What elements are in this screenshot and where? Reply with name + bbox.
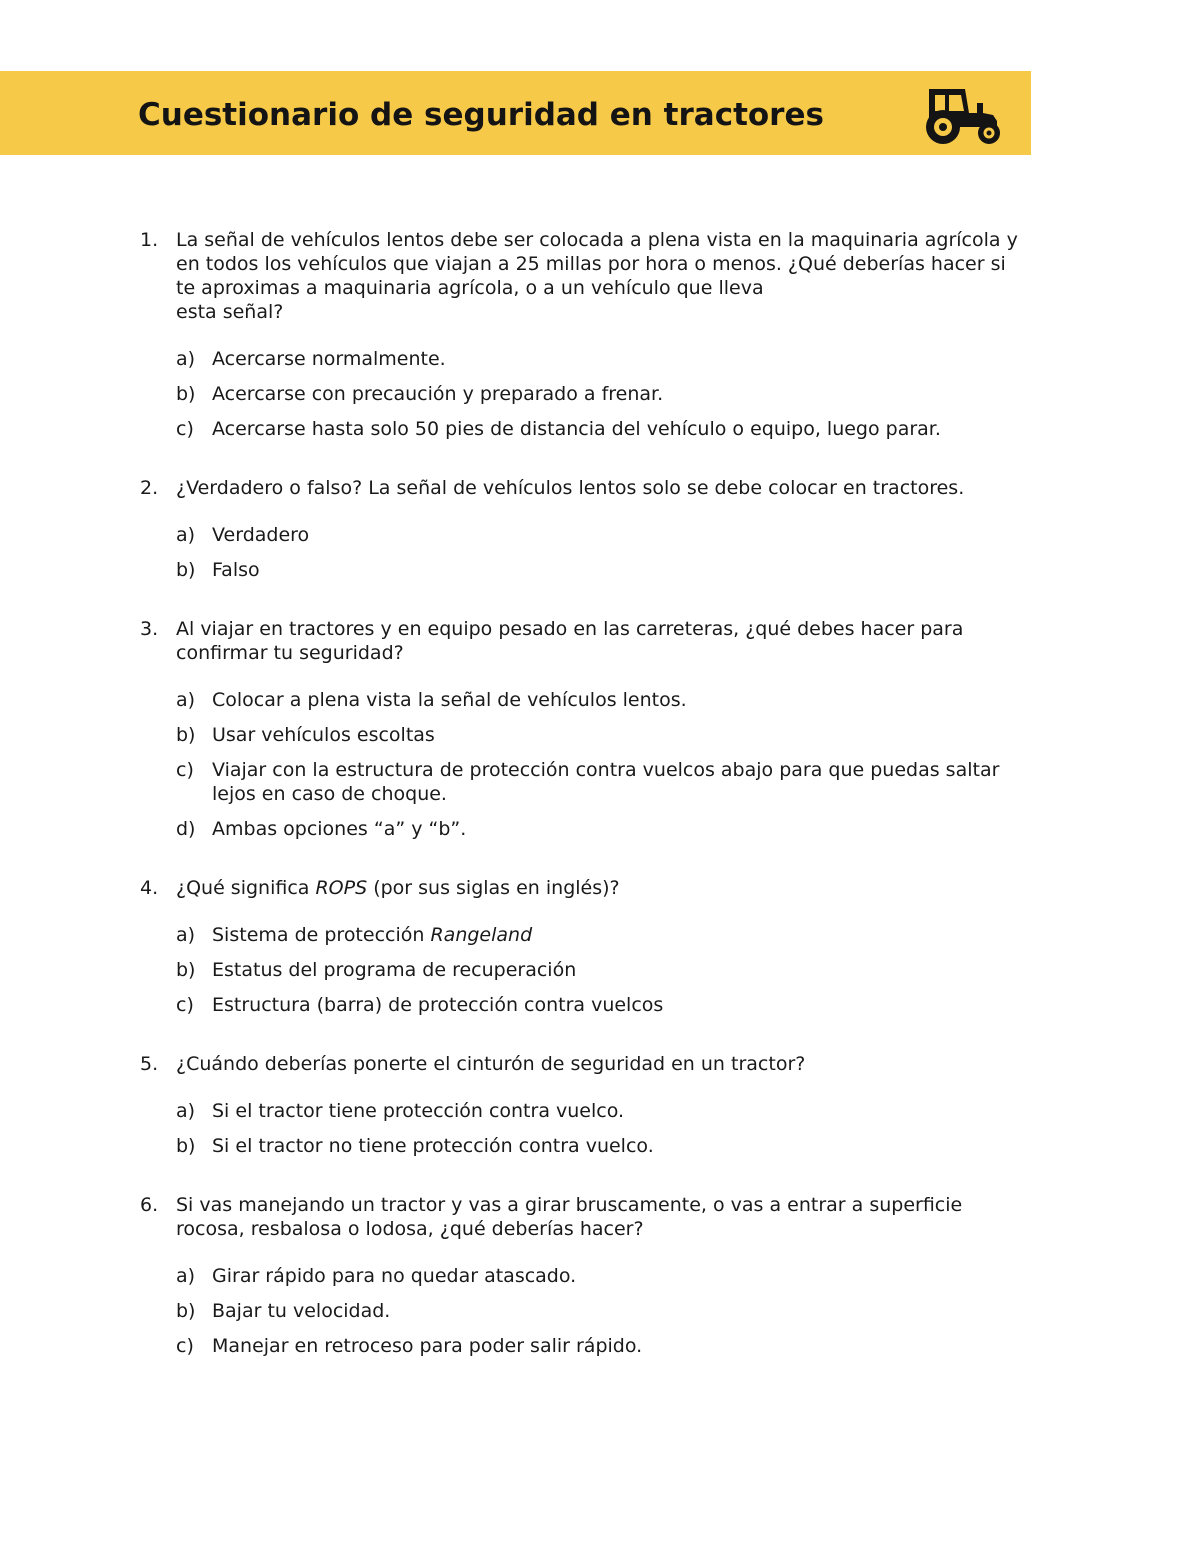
answer-option xyxy=(176,523,1050,547)
option-letter: c) xyxy=(176,418,194,440)
question-number: 2. xyxy=(140,477,159,499)
question-text-line: confirmar tu seguridad? xyxy=(176,642,404,664)
option-letter: c) xyxy=(176,759,194,781)
answer-option xyxy=(176,1099,1050,1123)
option-text: Acercarse hasta solo 50 pies de distancia del vehículo o equipo, luego parar. xyxy=(212,418,941,440)
question-text-line: rocosa, resbalosa o lodosa, ¿qué deberías hacer? xyxy=(176,1218,644,1240)
option-text: Falso xyxy=(212,559,260,581)
question-text: ¿Cuándo deberías ponerte el cinturón de seguridad en un tractor? xyxy=(176,1053,806,1075)
answer-option xyxy=(176,382,1050,406)
question-3 xyxy=(0,617,1200,841)
option-text: Colocar a plena vista la señal de vehículos lentos. xyxy=(212,689,687,711)
page-title: Cuestionario de seguridad en tractores xyxy=(138,97,824,133)
question-6 xyxy=(0,1193,1200,1358)
answer-option xyxy=(176,688,1050,712)
question-text-line: en todos los vehículos que viajan a 25 millas por hora o menos. ¿Qué deberías hacer si xyxy=(176,253,1006,275)
option-text: Sistema de protección xyxy=(212,924,431,946)
question-text-line: te aproximas a maquinaria agrícola, o a un vehículo que lleva xyxy=(176,277,764,299)
answer-option xyxy=(176,923,1050,947)
option-letter: a) xyxy=(176,1100,196,1122)
option-text: Acercarse normalmente. xyxy=(212,348,446,370)
question-text-start: ¿Qué significa xyxy=(176,877,316,899)
question-text-line: Al viajar en tractores y en equipo pesado en las carreteras, ¿qué debes hacer para xyxy=(176,618,964,640)
option-letter: b) xyxy=(176,1135,196,1157)
question-text-end: (por sus siglas en inglés)? xyxy=(367,877,620,899)
answer-option xyxy=(176,723,1050,747)
option-letter: c) xyxy=(176,1335,194,1357)
answer-option xyxy=(176,958,1050,982)
option-text: Si el tractor no tiene protección contra vuelco. xyxy=(212,1135,654,1157)
question-text-line: La señal de vehículos lentos debe ser colocada a plena vista en la maquinaria agrícola y xyxy=(176,229,1018,251)
option-text: Si el tractor tiene protección contra vuelco. xyxy=(212,1100,625,1122)
option-text: Girar rápido para no quedar atascado. xyxy=(212,1265,577,1287)
option-text: Ambas opciones “a” y “b”. xyxy=(212,818,467,840)
answer-options xyxy=(176,1099,1050,1158)
question-1 xyxy=(0,228,1200,441)
answer-option xyxy=(176,1264,1050,1288)
option-text: Estatus del programa de recuperación xyxy=(212,959,577,981)
option-text-line: Viajar con la estructura de protección contra vuelcos abajo para que puedas saltar xyxy=(212,759,1000,781)
question-text-emphasis: ROPS xyxy=(315,877,368,899)
option-text: Estructura (barra) de protección contra vuelcos xyxy=(212,994,664,1016)
option-letter: a) xyxy=(176,924,196,946)
answer-option xyxy=(176,1334,1050,1358)
answer-option xyxy=(176,347,1050,371)
answer-option xyxy=(176,817,1050,841)
option-text: Acercarse con precaución y preparado a frenar. xyxy=(212,383,664,405)
question-number: 4. xyxy=(140,877,159,899)
answer-options xyxy=(176,523,1050,582)
answer-option xyxy=(176,558,1050,582)
option-letter: a) xyxy=(176,348,196,370)
question-text-line: esta señal? xyxy=(176,301,284,323)
answer-options xyxy=(176,923,1050,1017)
option-letter: d) xyxy=(176,818,196,840)
option-text-line: lejos en caso de choque. xyxy=(212,783,447,805)
answer-option xyxy=(176,993,1050,1017)
tractor-icon xyxy=(921,83,1003,145)
answer-options xyxy=(176,347,1050,441)
answer-option xyxy=(176,417,1050,441)
answer-options xyxy=(176,1264,1050,1358)
answer-option xyxy=(176,758,1050,806)
question-text: ¿Verdadero o falso? La señal de vehículos lentos solo se debe colocar en tractores. xyxy=(176,477,965,499)
option-text-emphasis: Rangeland xyxy=(430,924,533,946)
option-text: Verdadero xyxy=(212,524,310,546)
option-letter: b) xyxy=(176,724,196,746)
question-number: 5. xyxy=(140,1053,159,1075)
option-letter: b) xyxy=(176,959,196,981)
question-text xyxy=(176,876,1050,900)
option-letter: a) xyxy=(176,524,196,546)
quiz-question-list xyxy=(0,228,1200,1393)
option-text: Manejar en retroceso para poder salir rápido. xyxy=(212,1335,643,1357)
answer-option xyxy=(176,1299,1050,1323)
answer-option xyxy=(176,1134,1050,1158)
question-number: 3. xyxy=(140,618,159,640)
question-number: 1. xyxy=(140,229,159,251)
option-text: Usar vehículos escoltas xyxy=(212,724,435,746)
question-text-line: Si vas manejando un tractor y vas a girar bruscamente, o vas a entrar a superficie xyxy=(176,1194,963,1216)
option-letter: b) xyxy=(176,559,196,581)
question-2 xyxy=(0,476,1200,582)
option-letter: a) xyxy=(176,1265,196,1287)
question-4 xyxy=(0,876,1200,1017)
option-letter: c) xyxy=(176,994,194,1016)
question-5 xyxy=(0,1052,1200,1158)
option-letter: b) xyxy=(176,383,196,405)
answer-options xyxy=(176,688,1050,841)
option-text: Bajar tu velocidad. xyxy=(212,1300,391,1322)
option-letter: a) xyxy=(176,689,196,711)
question-number: 6. xyxy=(140,1194,159,1216)
option-letter: b) xyxy=(176,1300,196,1322)
